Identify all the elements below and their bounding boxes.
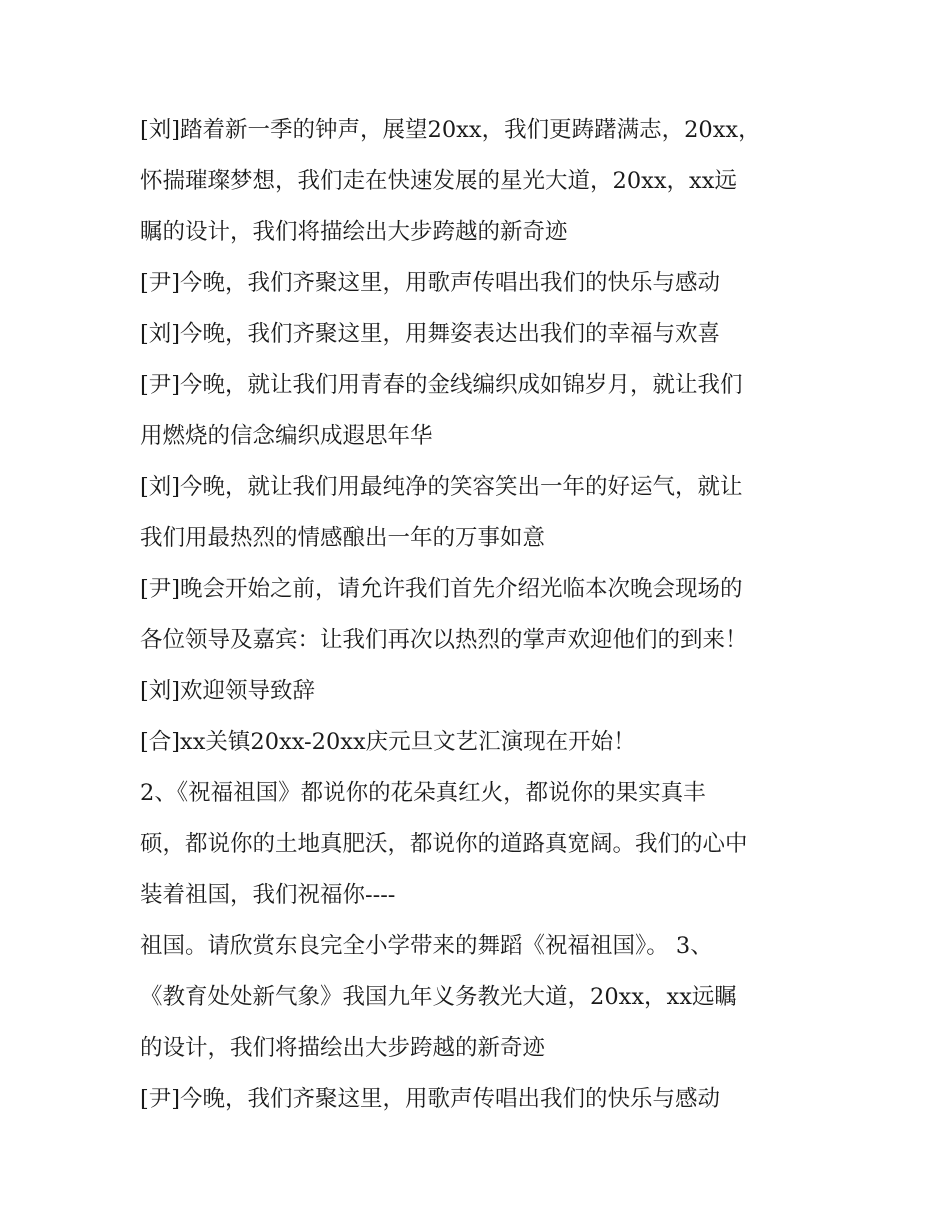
text-line: 用燃烧的信念编织成遐思年华 [140,423,433,449]
text-line: 装着祖国，我们祝福你---- [140,882,396,908]
text-line: [刘]今晚，我们齐聚这里，用舞姿表达出我们的幸福与欢喜 [140,321,721,347]
text-line: 2、《祝福祖国》都说你的花朵真红火，都说你的果实真丰 [140,780,706,806]
text-line: [尹]今晚，就让我们用青春的金线编织成如锦岁月，就让我们 [140,372,743,398]
text-line: [合]xx关镇20xx-20xx庆元旦文艺汇演现在开始！ [140,729,636,755]
text-line: [刘]踏着新一季的钟声，展望20xx，我们更踌躇满志，20xx， [140,117,761,143]
text-line: [尹]晚会开始之前，请允许我们首先介绍光临本次晚会现场的 [140,576,743,602]
text-line: [尹]今晚，我们齐聚这里，用歌声传唱出我们的快乐与感动 [140,270,721,296]
text-line: 的设计，我们将描绘出大步跨越的新奇迹 [140,1035,546,1061]
text-line: 祖国。请欣赏东良完全小学带来的舞蹈《祝福祖国》。 3、 [140,933,713,959]
text-line: 各位领导及嘉宾：让我们再次以热烈的掌声欢迎他们的到来！ [140,627,748,653]
text-line: 我们用最热烈的情感酿出一年的万事如意 [140,525,546,551]
text-line: [尹]今晚，我们齐聚这里，用歌声传唱出我们的快乐与感动 [140,1086,721,1112]
text-line: [刘]今晚，就让我们用最纯净的笑容笑出一年的好运气，就让 [140,474,743,500]
text-line: 怀揣璀璨梦想，我们走在快速发展的星光大道，20xx，xx远 [140,168,737,194]
text-line: 瞩的设计，我们将描绘出大步跨越的新奇迹 [140,219,568,245]
document-body [140,105,820,1125]
text-line: 《教育处处新气象》我国九年义务教光大道，20xx，xx远瞩 [140,984,737,1010]
text-line: 硕，都说你的土地真肥沃，都说你的道路真宽阔。我们的心中 [140,831,748,857]
text-line: [刘]欢迎领导致辞 [140,678,316,704]
